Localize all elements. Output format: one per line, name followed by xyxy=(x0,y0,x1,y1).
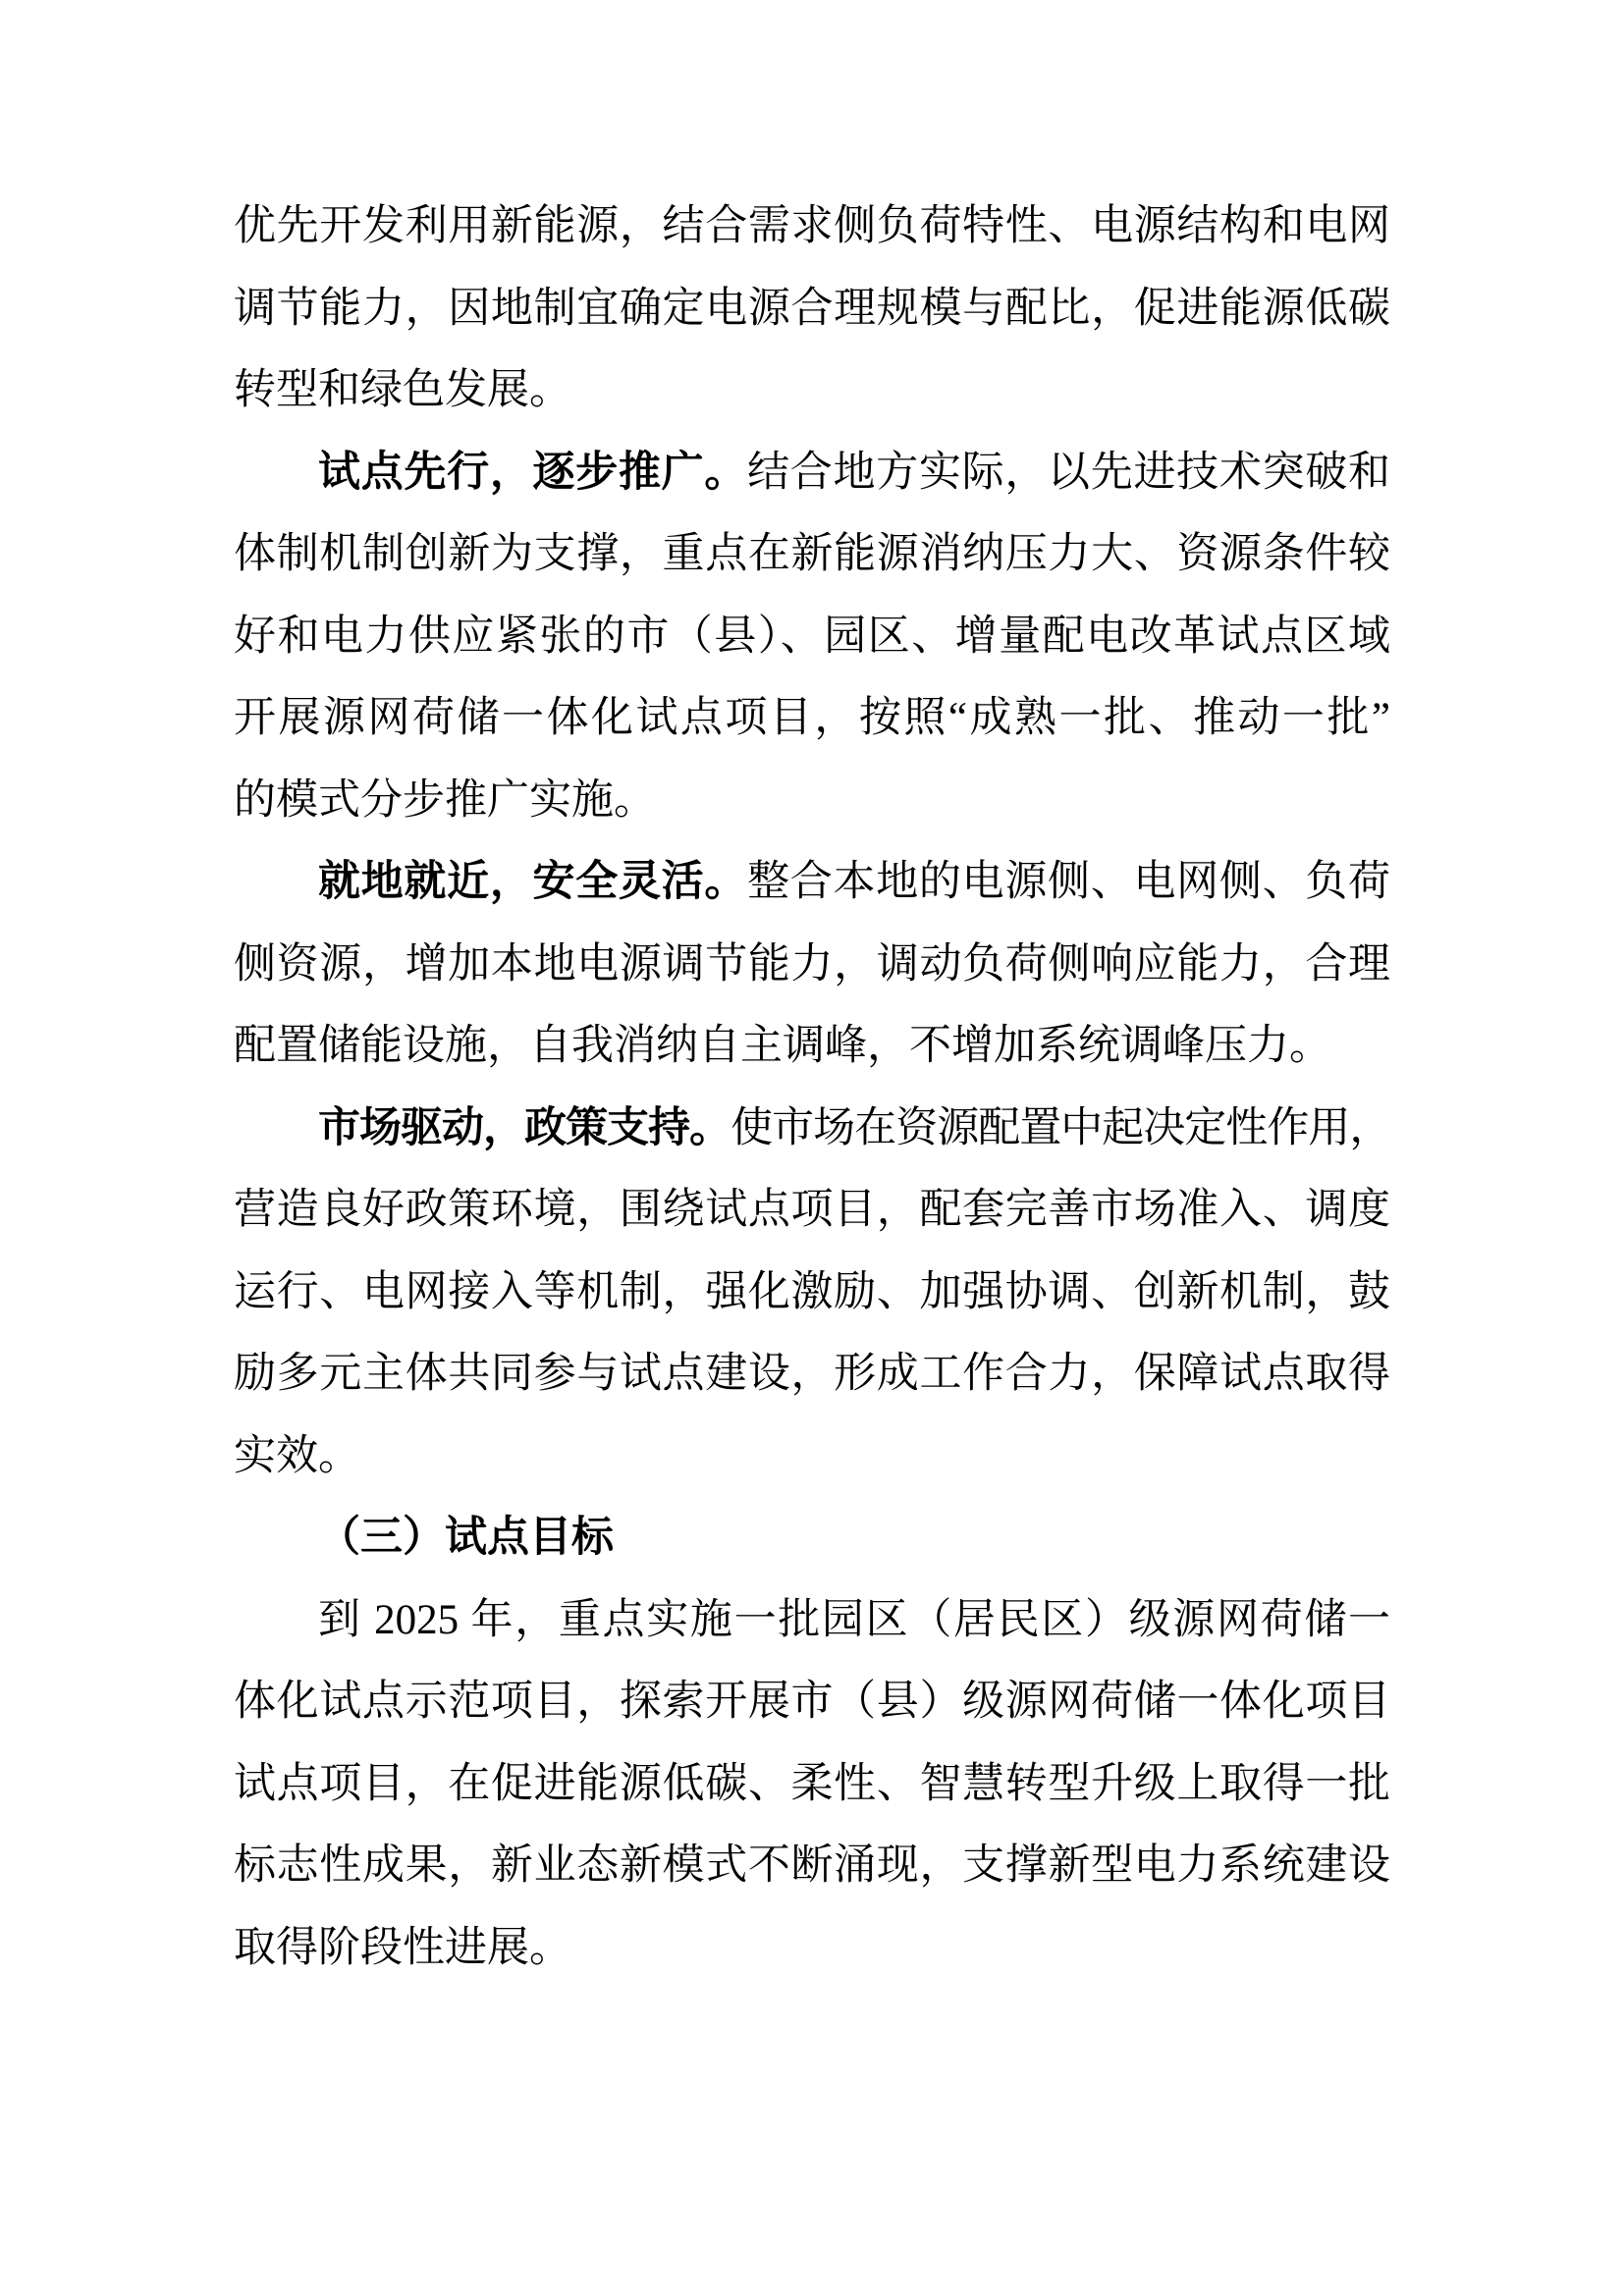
document-body xyxy=(234,186,1390,1989)
text-line xyxy=(234,432,1390,514)
text-line: 开展源网荷储一体化试点项目，按照“成熟一批、推动一批” xyxy=(234,695,1390,741)
text-line: 到 2025 年，重点实施一批园区（居民区）级源网荷储一 xyxy=(318,1596,1390,1643)
text-line: 的模式分步推广实施。 xyxy=(234,776,656,824)
text-line xyxy=(234,841,1390,924)
text-line: 运行、电网接入等机制，强化激励、加强协调、创新机制，鼓 xyxy=(234,1268,1390,1315)
text-line: 励多元主体共同参与试点建设，形成工作合力，保障试点取得 xyxy=(234,1351,1390,1397)
text-line: 优先开发利用新能源，结合需求侧负荷特性、电源结构和电网 xyxy=(234,203,1390,249)
text-line: 营造良好政策环境，围绕试点项目，配套完善市场准入、调度 xyxy=(234,1187,1390,1233)
text-line: 体制机制创新为支撑，重点在新能源消纳压力大、资源条件较 xyxy=(234,531,1390,577)
text-line: 好和电力供应紧张的市（县）、园区、增量配电改革试点区域 xyxy=(234,613,1390,660)
paragraph-lead: 就地就近，安全灵活。 xyxy=(318,859,748,905)
text-line xyxy=(234,1088,1390,1170)
paragraph-lead: 试点先行，逐步推广。 xyxy=(318,449,748,496)
text-line: 转型和绿色发展。 xyxy=(234,367,571,413)
text-line: 体化试点示范项目，探索开展市（县）级源网荷储一体化项目 xyxy=(234,1679,1390,1725)
paragraph-text: 结合地方实际，以先进技术突破和 xyxy=(747,449,1391,496)
text-line: 配置储能设施，自我消纳自主调峰，不增加系统调峰压力。 xyxy=(234,1023,1331,1069)
text-line: 取得阶段性进展。 xyxy=(234,1924,571,1971)
text-line: 实效。 xyxy=(234,1432,360,1479)
paragraph-text: 整合本地的电源侧、电网侧、负荷 xyxy=(747,859,1391,905)
section-heading: （三）试点目标 xyxy=(318,1515,614,1561)
text-line: 标志性成果，新业态新模式不断涌现，支撑新型电力系统建设 xyxy=(234,1842,1390,1889)
paragraph-lead: 市场驱动，政策支持。 xyxy=(318,1104,731,1151)
text-line: 侧资源，增加本地电源调节能力，调动负荷侧响应能力，合理 xyxy=(234,940,1390,988)
text-line: 试点项目，在促进能源低碳、柔性、智慧转型升级上取得一批 xyxy=(234,1760,1390,1807)
paragraph-text: 使市场在资源配置中起决定性作用， xyxy=(731,1104,1390,1151)
text-line: 调节能力，因地制宜确定电源合理规模与配比，促进能源低碳 xyxy=(234,285,1390,332)
